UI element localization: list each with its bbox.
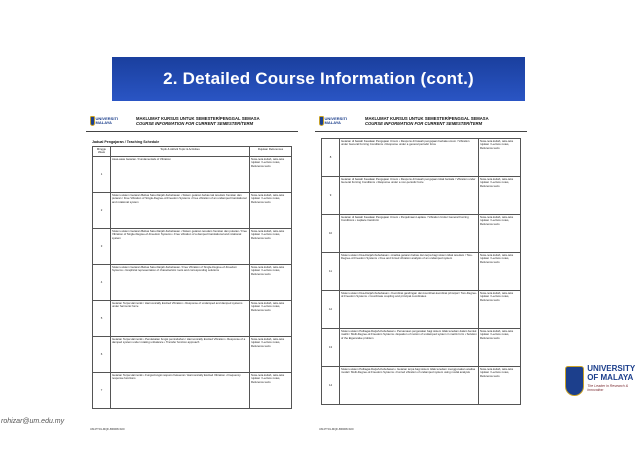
ref-cell: Nota-nota kuliah, teks-teks rujukan / Lecture notes, Reference texts — [479, 291, 521, 329]
topic-cell: Getaran di bawah Keadaan Pengujaan Umum • Respons di bawah pengujaan tidak berkala / Vibration under General Forcing Conditions • Response under a non-periodic force — [340, 177, 479, 215]
topic-cell: Sistem-sistem Getaran Bebas Satu-Darjah-Kebebasan • Sistem getaran bebas tak teredam frenstan dan putaran / Free Vibration of Single-Degree-of-Freedom Systems • Free vibration of an undamped translational and rotational system — [111, 192, 250, 228]
university-logo — [565, 364, 637, 424]
week-cell: 5 — [93, 300, 111, 336]
schedule-label: Jadual Pengajaran / Teaching Schedule — [92, 140, 160, 144]
col-ref: Rujukan References — [250, 147, 292, 157]
crest-icon — [565, 366, 584, 396]
topic-cell: Getaran Terpa Harmonik / Harmonically Excited Vibration • Response of undamped and damped systems under harmonic force — [111, 300, 250, 336]
week-cell: 12 — [322, 291, 340, 329]
table-row — [322, 177, 521, 215]
col-topic: Topik & Aktiviti Topic & Activities — [111, 147, 250, 157]
topic-cell: Sistem-sistem Dua-Darjah-Kebebasan • Koordinat gandingan dan koordinat-koordinat prinsipal / Two-Degree-of-Freedom Systems • Coordinate coupling and principal coordinates — [340, 291, 479, 329]
logo-bottom: MALAYA — [95, 119, 112, 125]
document-footer: UM-PT01-MQF-BR008-S00 — [319, 427, 354, 431]
crest-icon — [90, 116, 95, 126]
document-footer: UM-PT01-MQF-BR008-S00 — [90, 427, 125, 431]
ref-cell: Nota-nota kuliah, teks-teks rujukan / Lecture notes, Reference texts — [250, 300, 292, 336]
table-row — [322, 215, 521, 253]
ref-cell: Nota-nota kuliah, teks-teks rujukan / Lecture notes, Reference texts — [479, 139, 521, 177]
table-row — [322, 253, 521, 291]
document-header — [86, 110, 298, 132]
topic-cell: Sistem-sistem Dua-Darjah-Kebebasan • Analisa getaran bebas dan terpa bagi sistem tidak teredam / Two-Degree-of-Freedom Systems • Free and forced vibration analysis of an undamped system — [340, 253, 479, 291]
document-header — [315, 110, 527, 132]
logo-top: UNIVERSITI — [95, 115, 118, 121]
ref-cell: Nota-nota kuliah, teks-teks rujukan / Lecture notes, Reference texts — [479, 215, 521, 253]
header-title: MAKLUMAT KURSUS UNTUK SEMESTER/PENGGAL SEMASA — [365, 115, 489, 121]
logo-line1: UNIVERSITY — [587, 364, 636, 373]
week-cell: 11 — [322, 253, 340, 291]
week-cell: 10 — [322, 215, 340, 253]
table-row — [322, 367, 521, 405]
table-row — [322, 139, 521, 177]
ref-cell: Nota-nota kuliah, teks-teks rujukan / Lecture notes, Reference texts — [479, 177, 521, 215]
crest-icon — [319, 116, 324, 126]
um-logo — [90, 113, 118, 129]
week-cell: 4 — [93, 264, 111, 300]
week-cell: 14 — [322, 367, 340, 405]
um-logo — [319, 113, 347, 129]
header-subtitle: COURSE INFORMATION FOR CURRENT SEMESTER/TERM — [136, 120, 254, 126]
table-row — [93, 264, 292, 300]
ref-cell: Nota-nota kuliah, teks-teks rujukan / Lecture notes, Reference texts — [479, 367, 521, 405]
document-title — [136, 116, 260, 126]
table-row — [322, 329, 521, 367]
week-cell: 1 — [93, 156, 111, 192]
logo-top: UNIVERSITI — [324, 115, 347, 121]
table-row — [93, 156, 292, 192]
topic-cell: Getaran Terpa Harmonik • Fungsi-fungsi respons frekuensi / Harmonically Excited Vibration • Frequency response functions — [111, 372, 250, 408]
header-title: MAKLUMAT KURSUS UNTUK SEMESTER/PENGGAL SEMASA — [136, 115, 260, 121]
topic-cell: Sistem-sistem Getaran Bebas Satu-Darjah-Kebebasan / Free Vibration of Single-Degree-of-Freedom Systems • Graphical representation of characteristic roots and corresponding solutions — [111, 264, 250, 300]
topic-cell: Sistem-sistem Getaran Bebas Satu-Darjah-Kebebasan • Sistem getaran teredam frenstan dan putaran / Free Vibration of Single-Degree-of-Freedom Systems • Free vibration of a damped translational and rotational system — [111, 228, 250, 264]
document-page-right — [315, 110, 527, 433]
topic-cell: Sistem-sistem Pelbagai-Darjah-Kebebasan • Getaran terpa bagi sistem tidak teredam menggunakan analisa modal / Multi-Degree-of-Freedom Systems • Forced vibration of undamped system using modal analysis — [340, 367, 479, 405]
week-cell: 7 — [93, 372, 111, 408]
topic-cell: Getaran di bawah Keadaan Pengujaan Umum • Penjelmaan Laplace / Vibration Under General Forcing Conditions • Laplace transform — [340, 215, 479, 253]
topic-cell: Asas-asas Getaran / Fundamentals of Vibration — [111, 156, 250, 192]
topic-cell: Getaran Terpa Harmonik • Pendekatan fungsi pemindahan / Harmonically Excited Vibration • Response of a damped system under rotating unbalance • Transfer function approach — [111, 336, 250, 372]
document-title — [365, 116, 489, 126]
document-page-left — [86, 110, 298, 433]
ref-cell: Nota-nota kuliah, teks-teks rujukan / Lecture notes, Reference texts — [250, 156, 292, 192]
ref-cell: Nota-nota kuliah, teks-teks rujukan / Lecture notes, Reference texts — [479, 329, 521, 367]
week-cell: 13 — [322, 329, 340, 367]
week-cell: 3 — [93, 228, 111, 264]
topic-cell: Sistem-sistem Pelbagai-Darjah-Kebebasan • Persamaan pergerakan bagi sistem tidak teredam dalam bentuk matrik / Multi-Degree-of-Freedom Systems • Equation of motion of undamped system in matrix form • Solution of the Eigenvalue problem — [340, 329, 479, 367]
author-email: rohizar@um.edu.my — [1, 418, 65, 425]
col-week: Minggu Week — [93, 147, 111, 157]
ref-cell: Nota-nota kuliah, teks-teks rujukan / Lecture notes, Reference texts — [250, 372, 292, 408]
schedule-table-left — [92, 146, 292, 409]
week-cell: 6 — [93, 336, 111, 372]
slide-title: 2. Detailed Course Information (cont.) — [163, 69, 474, 88]
ref-cell: Nota-nota kuliah, teks-teks rujukan / Lecture notes, Reference texts — [250, 264, 292, 300]
logo-line2: OF MALAYA — [587, 373, 634, 382]
schedule-table-right — [321, 138, 521, 405]
table-row — [93, 228, 292, 264]
logo-tagline: The Leader in Research & Innovation — [587, 384, 629, 392]
ref-cell: Nota-nota kuliah, teks-teks rujukan / Lecture notes, Reference texts — [250, 228, 292, 264]
slide-title-banner — [112, 57, 525, 101]
table-row — [322, 291, 521, 329]
header-subtitle: COURSE INFORMATION FOR CURRENT SEMESTER/TERM — [365, 120, 483, 126]
week-cell: 8 — [322, 139, 340, 177]
table-row — [93, 372, 292, 408]
table-row — [93, 336, 292, 372]
ref-cell: Nota-nota kuliah, teks-teks rujukan / Lecture notes, Reference texts — [250, 192, 292, 228]
logo-bottom: MALAYA — [324, 119, 341, 125]
ref-cell: Nota-nota kuliah, teks-teks rujukan / Lecture notes, Reference texts — [250, 336, 292, 372]
ref-cell: Nota-nota kuliah, teks-teks rujukan / Lecture notes, Reference texts — [479, 253, 521, 291]
week-cell: 2 — [93, 192, 111, 228]
week-cell: 9 — [322, 177, 340, 215]
table-row — [93, 300, 292, 336]
topic-cell: Getaran di bawah Keadaan Pengujaan Umum • Respons di bawah pengujaan berkala umum / Vibration under General Forcing Conditions • Response under a general periodic force — [340, 139, 479, 177]
table-row — [93, 192, 292, 228]
